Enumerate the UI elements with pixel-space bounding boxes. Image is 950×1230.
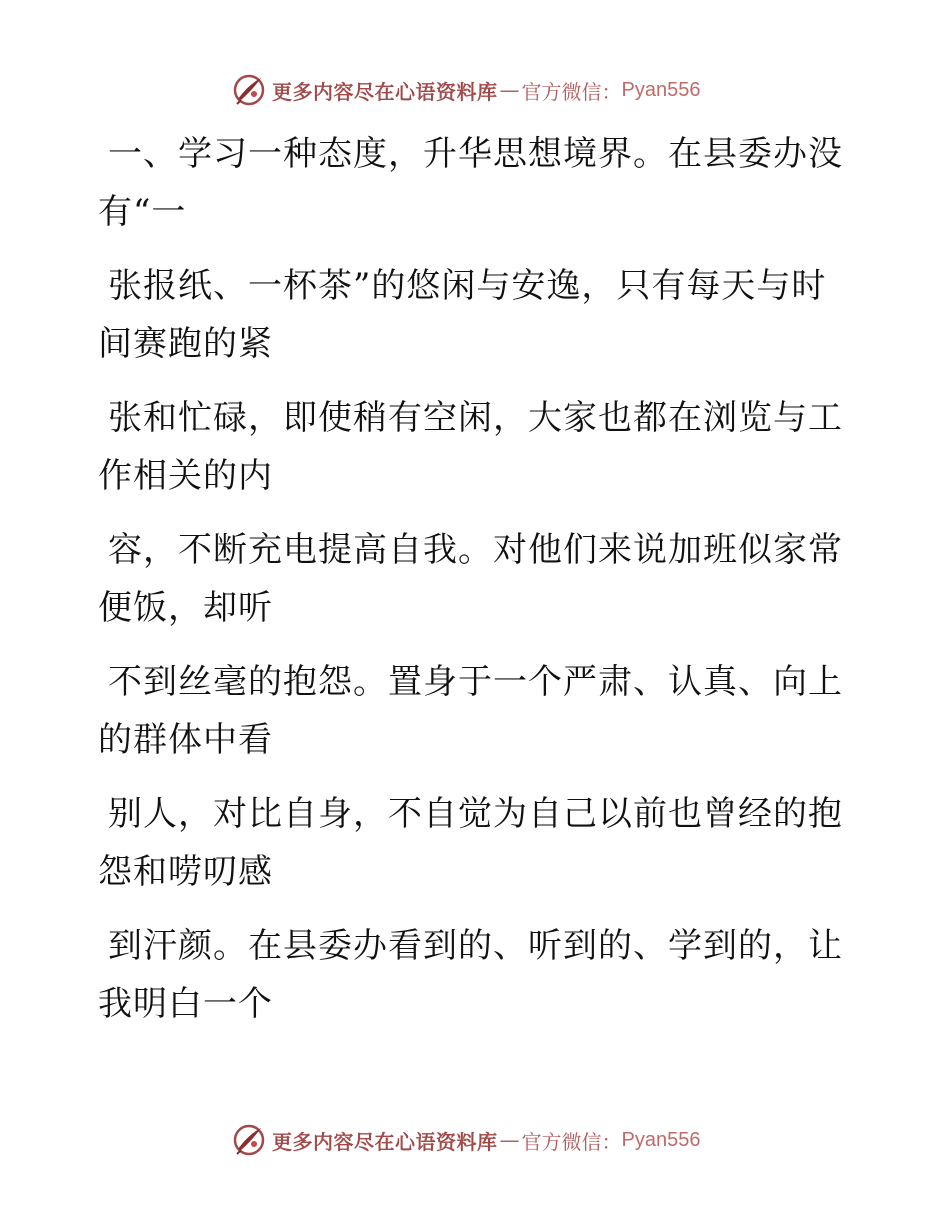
paragraph bbox=[98, 257, 858, 373]
watermark-text: 更多内容尽在心语资料库 bbox=[272, 1129, 498, 1154]
paragraph bbox=[98, 125, 858, 241]
text-line: 别人，对比自身，不自觉为自己以前也曾经的抱 bbox=[108, 794, 843, 834]
text-line: 容，不断充电提高自我。对他们来说加班似家常 bbox=[108, 530, 843, 570]
text-line: 我明白一个 bbox=[98, 984, 273, 1024]
text-line: 一、学习一种态度，升华思想境界。在县委办没 bbox=[108, 134, 843, 174]
watermark-text: 更多内容尽在心语资料库 bbox=[272, 79, 498, 104]
footer-watermark bbox=[232, 1120, 700, 1160]
text-line: 的群体中看 bbox=[98, 720, 273, 760]
paragraph bbox=[98, 785, 858, 901]
paragraph bbox=[98, 917, 858, 1033]
watermark-dash: — bbox=[499, 78, 520, 102]
watermark-label: 官方微信： bbox=[521, 79, 622, 104]
text-line: 有“一 bbox=[98, 192, 187, 232]
text-line: 怨和唠叨感 bbox=[98, 852, 273, 892]
text-line: 到汗颜。在县委办看到的、听到的、学到的，让 bbox=[108, 926, 843, 966]
header-watermark bbox=[232, 70, 700, 110]
text-line: 间赛跑的紧 bbox=[98, 324, 273, 364]
watermark-id: Pyan556 bbox=[621, 78, 701, 101]
paragraph bbox=[98, 521, 858, 637]
quill-pen-logo-icon bbox=[232, 1123, 266, 1157]
text-line: 作相关的内 bbox=[98, 456, 273, 496]
watermark-label: 官方微信： bbox=[521, 1129, 622, 1154]
text-line: 便饭，却听 bbox=[98, 588, 273, 628]
text-line: 不到丝毫的抱怨。置身于一个严肃、认真、向上 bbox=[108, 662, 843, 702]
paragraph bbox=[98, 389, 858, 505]
quill-pen-logo-icon bbox=[232, 73, 266, 107]
watermark-id: Pyan556 bbox=[621, 1128, 701, 1151]
text-line: 张报纸、一杯茶”的悠闲与安逸，只有每天与时 bbox=[108, 266, 827, 306]
watermark-dash: — bbox=[499, 1128, 520, 1152]
text-line: 张和忙碌，即使稍有空闲，大家也都在浏览与工 bbox=[108, 398, 843, 438]
paragraph bbox=[98, 653, 858, 769]
document-body bbox=[98, 125, 858, 1033]
